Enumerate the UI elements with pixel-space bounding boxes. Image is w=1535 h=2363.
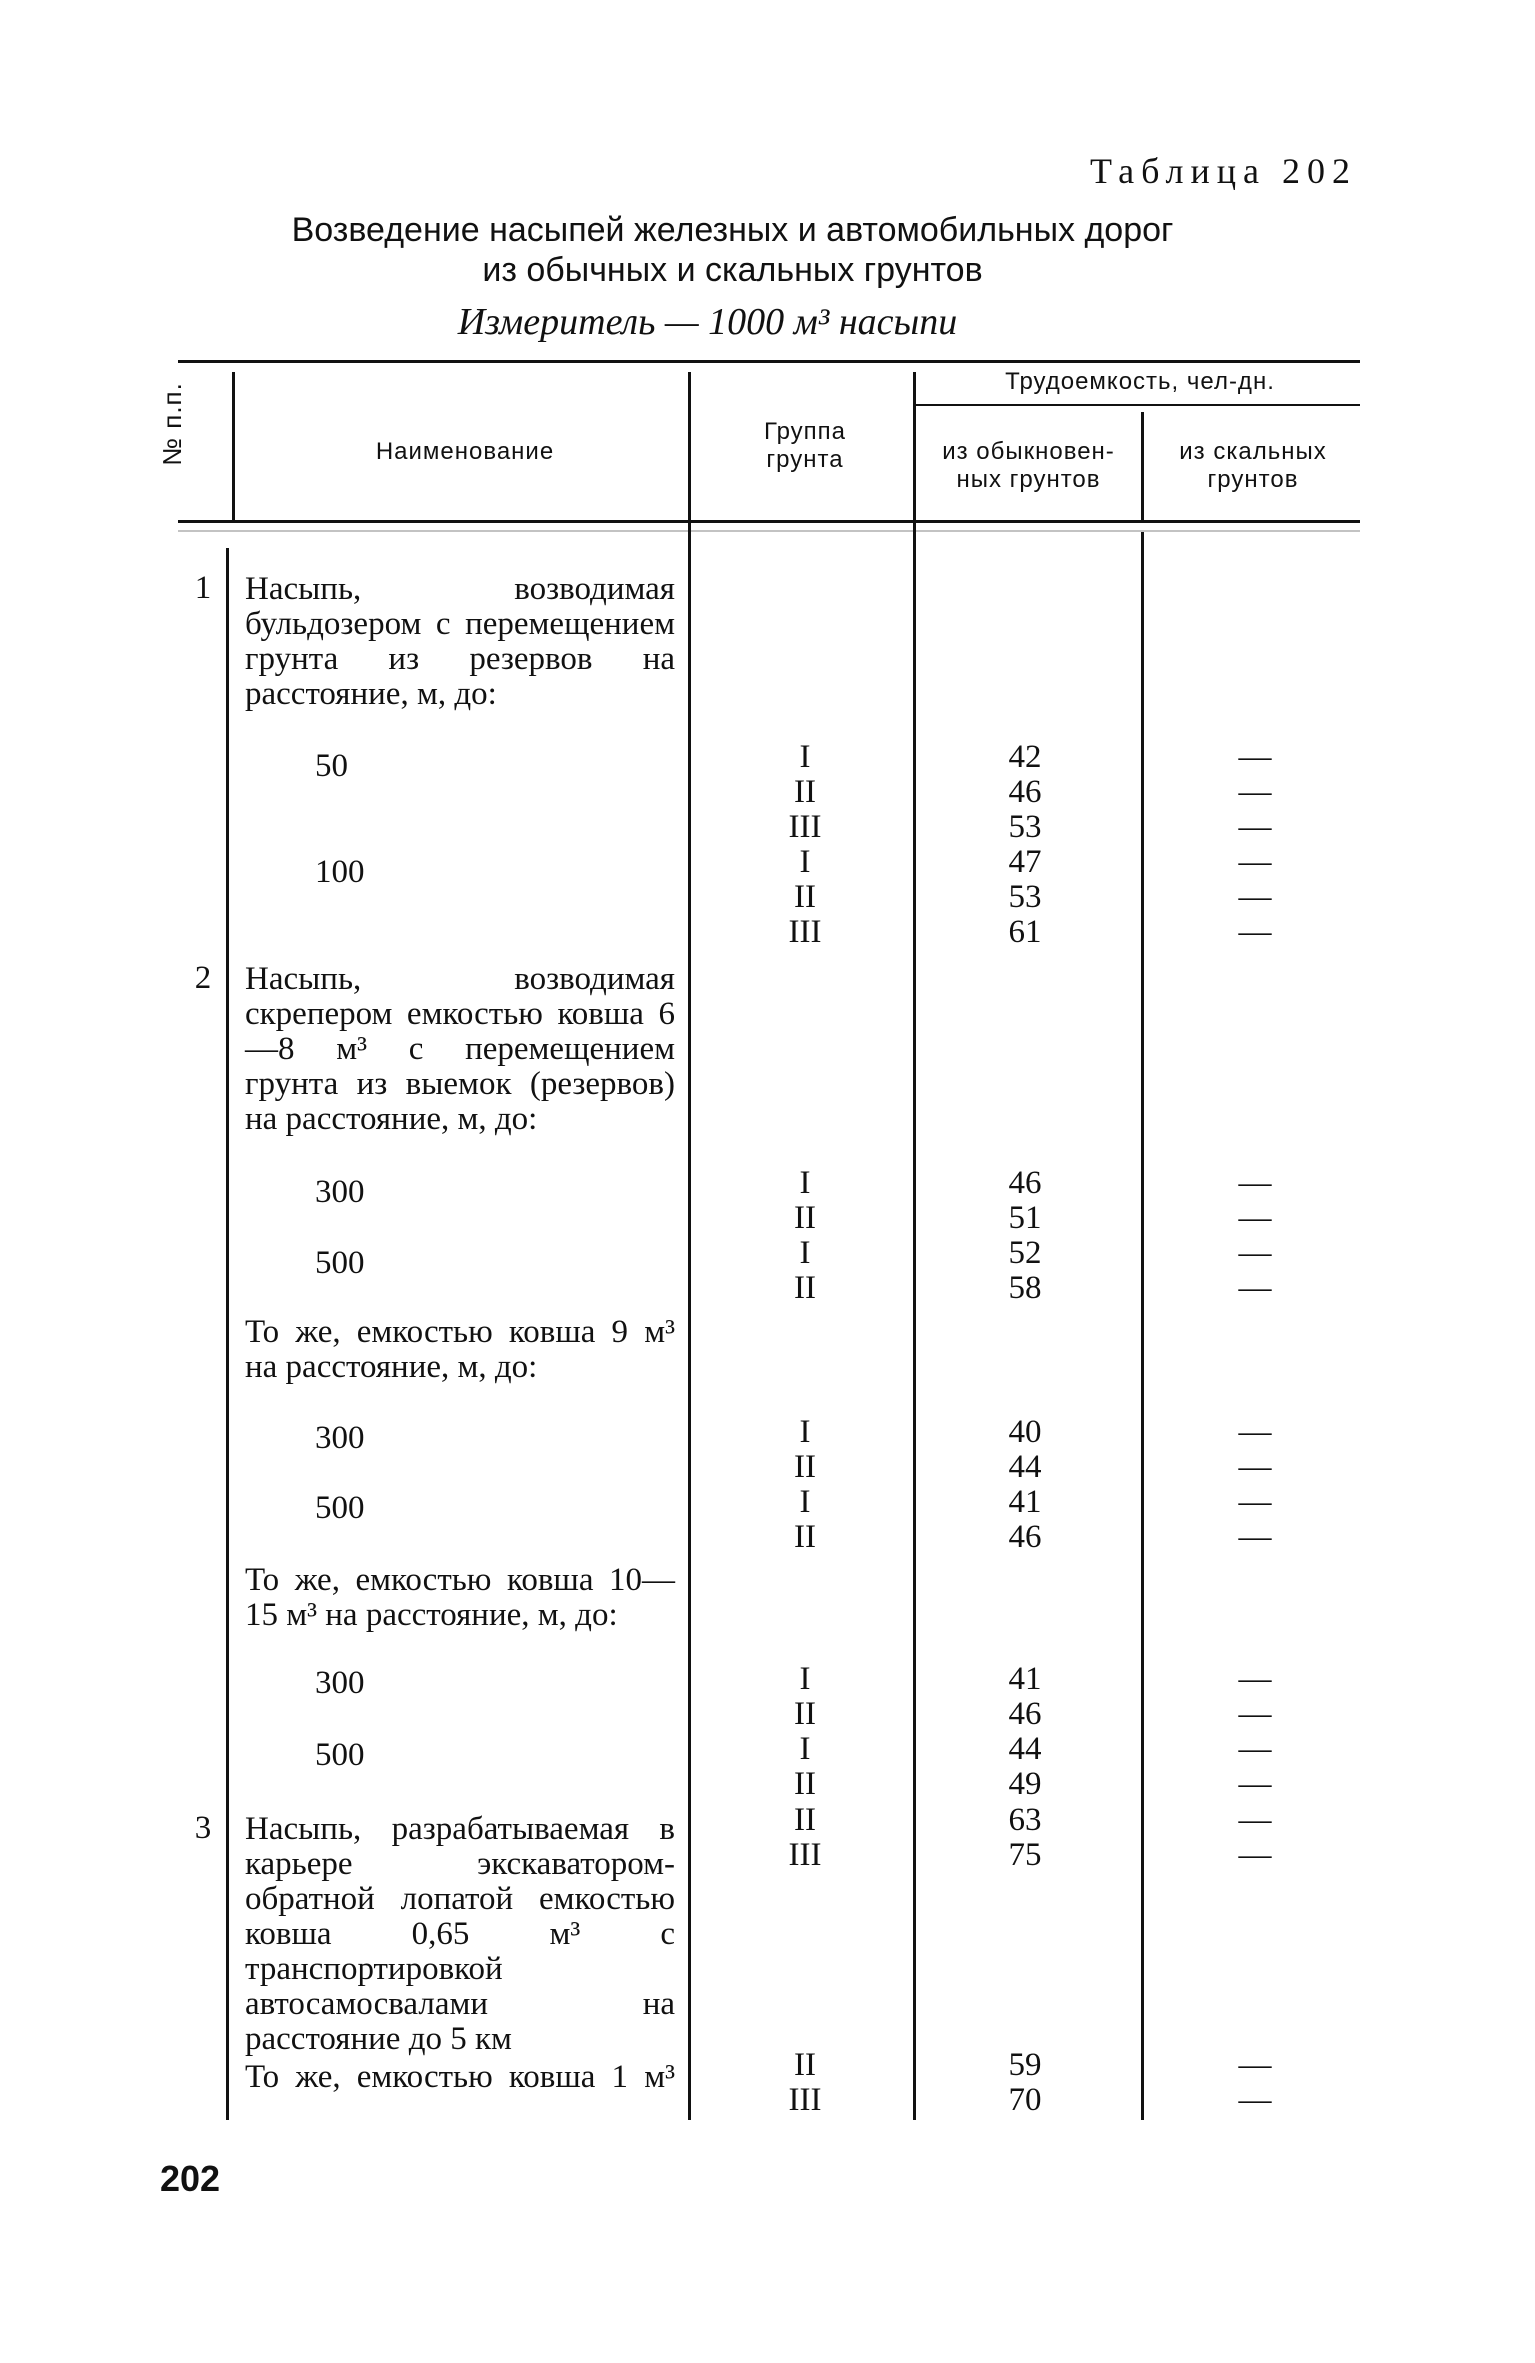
row-3-groups: II III bbox=[788, 1802, 822, 1873]
title-line-2: из обычных и скальных грунтов bbox=[482, 251, 983, 289]
row-2b-rock: — — — — bbox=[1238, 1414, 1272, 1555]
row-2-rock: — — — — bbox=[1238, 1165, 1272, 1306]
header-group-line-2: грунта bbox=[766, 446, 844, 473]
row-1-num: 1 bbox=[194, 570, 212, 606]
header-num: № п.п. bbox=[157, 382, 187, 466]
header-rock bbox=[1148, 438, 1358, 494]
col-divider-ordinary-body bbox=[1141, 532, 1144, 2120]
row-2-distance-1: 300 bbox=[315, 1174, 365, 1210]
row-2c-ordinary: 41 46 44 49 bbox=[1008, 1661, 1042, 1802]
header-labor: Трудоемкость, чел-дн. bbox=[1005, 368, 1275, 395]
row-3b-name: То же, емкостью ковша 1 м³ bbox=[245, 2059, 675, 2095]
table-label: Таблица 202 bbox=[1090, 151, 1357, 191]
row-2b-groups: I II I II bbox=[794, 1414, 816, 1555]
col-divider-name bbox=[688, 372, 691, 2120]
row-2b-name: То же, емкостью ковша 9 м³ на расстояние, м, до: bbox=[245, 1314, 675, 1385]
measure-unit: Измеритель — 1000 м³ насыпи bbox=[457, 301, 958, 343]
header-name: Наименование bbox=[375, 438, 555, 465]
header-group bbox=[720, 418, 890, 474]
row-2c-distance-1: 300 bbox=[315, 1665, 365, 1701]
row-3-name: Насыпь, разрабатываемая в карьере экскаватором-обратной лопатой емкостью ковша 0,65 м³ с транспортировкой автосамосвалами на расстояние до 5 км bbox=[245, 1811, 675, 2057]
row-2c-distance-2: 500 bbox=[315, 1737, 365, 1773]
row-3b-groups: II III bbox=[788, 2047, 822, 2118]
table-top-rule bbox=[178, 360, 1360, 363]
header-rock-line-2: грунтов bbox=[1207, 466, 1299, 493]
page-number: 202 bbox=[160, 2158, 221, 2199]
table-title bbox=[0, 210, 1535, 290]
row-3b-ordinary: 59 70 bbox=[1008, 2047, 1042, 2118]
row-1-distance-2: 100 bbox=[315, 854, 365, 890]
header-rock-line-1: из скальных bbox=[1179, 438, 1327, 465]
col-divider-group bbox=[913, 372, 916, 2120]
row-2-groups: I II I II bbox=[794, 1165, 816, 1306]
row-2c-name: То же, емкостью ковша 10—15 м³ на расстояние, м, до: bbox=[245, 1562, 675, 1633]
col-divider-num bbox=[232, 372, 235, 520]
header-ordinary-line-2: ных грунтов bbox=[956, 466, 1101, 493]
row-3b-rock: — — bbox=[1238, 2047, 1272, 2118]
title-line-1: Возведение насыпей железных и автомобильных дорог bbox=[291, 211, 1174, 249]
row-1-groups: I II III I II III bbox=[788, 739, 822, 950]
row-2c-rock: — — — — bbox=[1238, 1661, 1272, 1802]
header-group-line-1: Группа bbox=[763, 418, 847, 445]
row-2c-groups: I II I II bbox=[794, 1661, 816, 1802]
row-3-rock: — — bbox=[1238, 1802, 1272, 1873]
row-1-rock: — — — — — — bbox=[1238, 739, 1272, 950]
row-3-num: 3 bbox=[194, 1810, 212, 1846]
row-1-ordinary: 42 46 53 47 53 61 bbox=[1008, 739, 1042, 950]
row-2b-distance-1: 300 bbox=[315, 1420, 365, 1456]
row-2-num: 2 bbox=[194, 960, 212, 996]
row-3-ordinary: 63 75 bbox=[1008, 1802, 1042, 1873]
header-ordinary bbox=[916, 438, 1141, 494]
header-ordinary-line-1: из обыкновен- bbox=[942, 438, 1115, 465]
row-1-name: Насыпь, возводимая бульдозером с перемещением грунта из резервов на расстояние, м, до: bbox=[245, 571, 675, 712]
labor-subheader-rule bbox=[915, 404, 1360, 406]
row-2-distance-2: 500 bbox=[315, 1245, 365, 1281]
header-bottom-rule-2 bbox=[178, 530, 1360, 532]
row-2b-ordinary: 40 44 41 46 bbox=[1008, 1414, 1042, 1555]
row-2-name: Насыпь, возводимая скрепером емкостью ковша 6—8 м³ с перемещением грунта из выемок (резервов) на расстояние, м, до: bbox=[245, 961, 675, 1137]
col-divider-ordinary bbox=[1141, 412, 1144, 520]
row-1-distance-1: 50 bbox=[315, 748, 348, 784]
row-2b-distance-2: 500 bbox=[315, 1490, 365, 1526]
row-2-ordinary: 46 51 52 58 bbox=[1008, 1165, 1042, 1306]
header-bottom-rule bbox=[178, 520, 1360, 523]
col-divider-num-body bbox=[226, 548, 229, 2120]
